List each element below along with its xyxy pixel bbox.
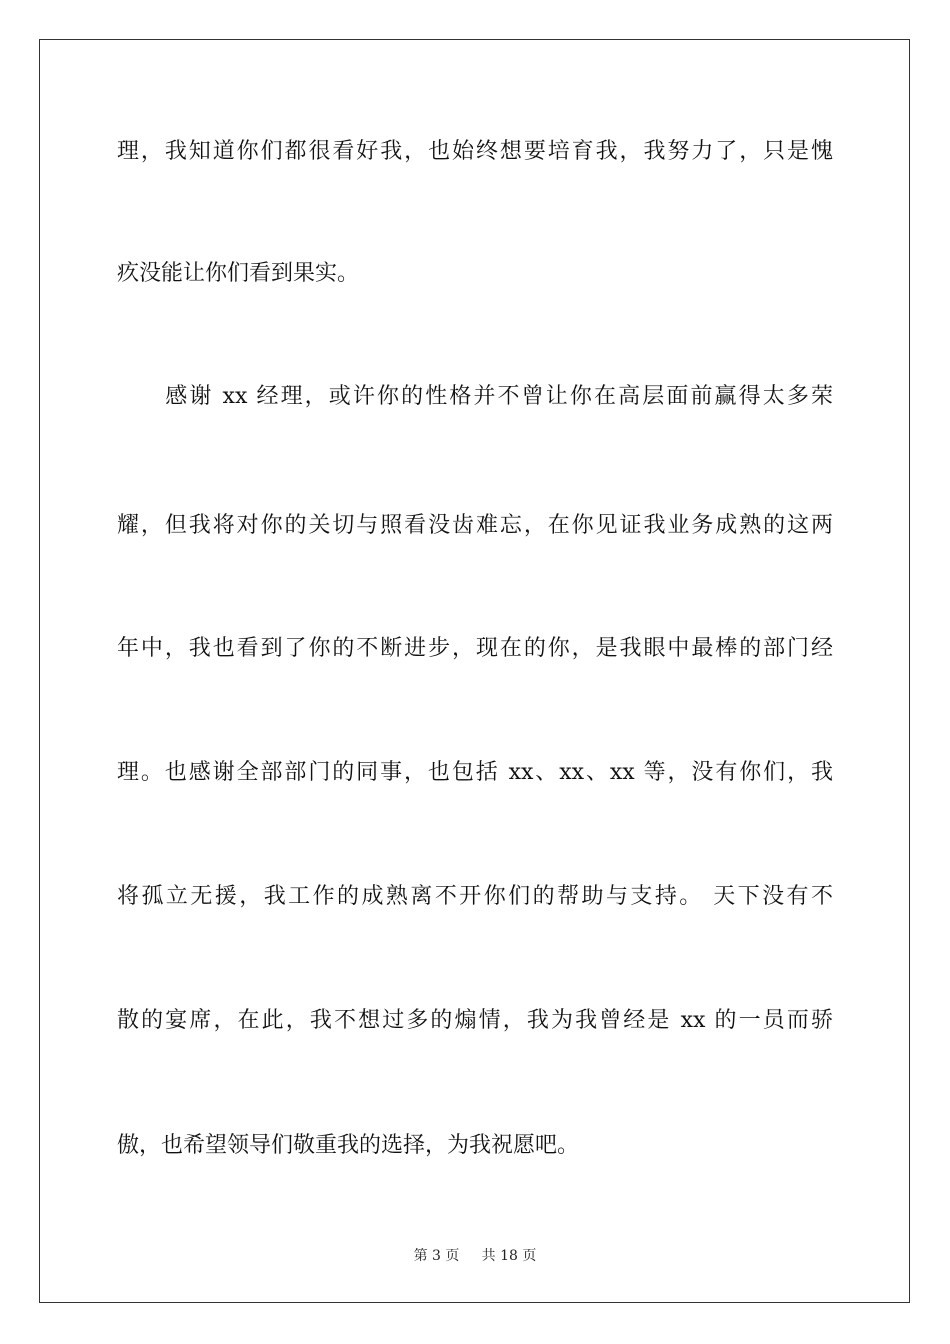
page-border bbox=[39, 39, 910, 1303]
page-number: 第 3 页 bbox=[413, 1248, 460, 1264]
page-total: 共 18 页 bbox=[481, 1248, 537, 1264]
body-line-9: 傲，也希望领导们敬重我的选择，为我祝愿吧。 bbox=[117, 1133, 580, 1158]
body-line-8: 散的宴席，在此，我不想过多的煽情，我为我曾经是 xx 的一员而骄 bbox=[117, 1008, 833, 1033]
page-footer bbox=[0, 1247, 950, 1265]
body-line-4: 耀，但我将对你的关切与照看没齿难忘，在你见证我业务成熟的这两 bbox=[117, 513, 833, 538]
body-line-2: 疚没能让你们看到果实。 bbox=[117, 261, 360, 286]
body-line-6: 理。也感谢全部部门的同事，也包括 xx、xx、xx 等，没有你们，我 bbox=[117, 760, 833, 785]
body-line-3: 感谢 xx 经理，或许你的性格并不曾让你在高层面前赢得太多荣 bbox=[117, 384, 833, 409]
body-line-1: 理，我知道你们都很看好我，也始终想要培育我，我努力了，只是愧 bbox=[117, 139, 833, 164]
body-line-5: 年中，我也看到了你的不断进步，现在的你，是我眼中最棒的部门经 bbox=[117, 636, 833, 661]
body-line-7: 将孤立无援，我工作的成熟离不开你们的帮助与支持。 天下没有不 bbox=[117, 884, 833, 909]
